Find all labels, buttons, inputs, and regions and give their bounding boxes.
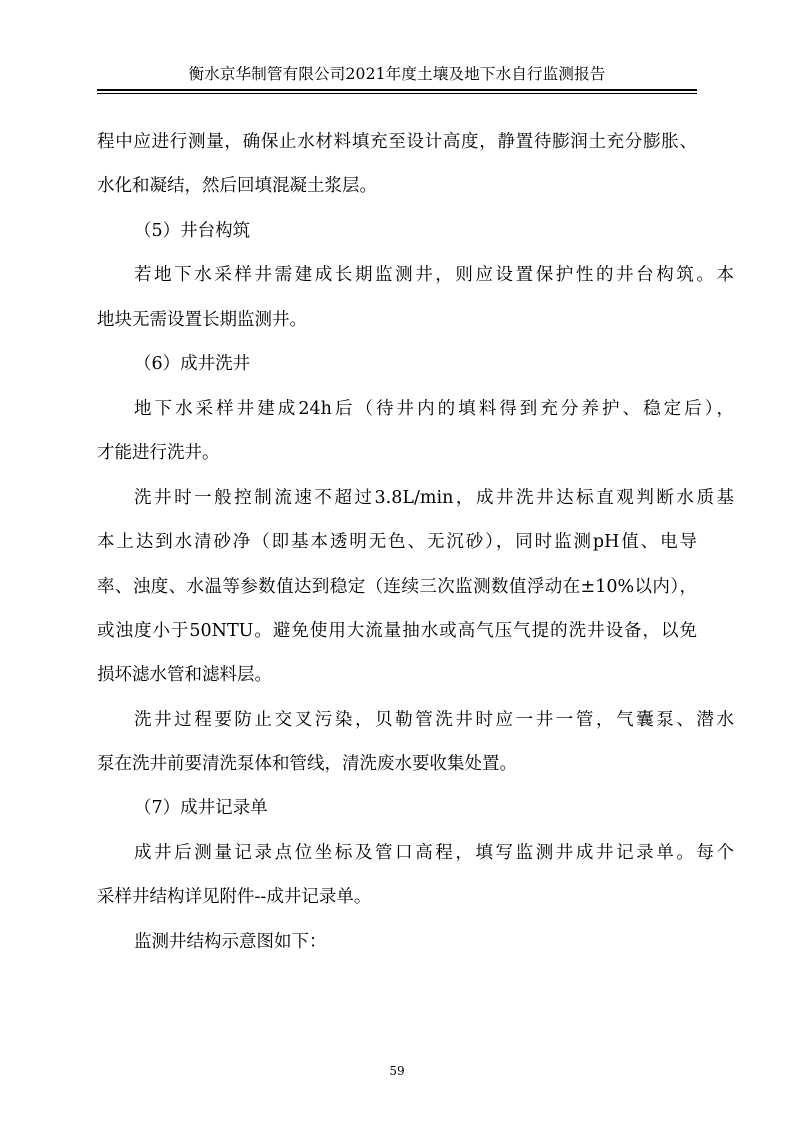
section-heading-5: （5）井台构筑 bbox=[134, 221, 251, 241]
body-text-line: 率、浊度、水温等参数值达到稳定（连续三次监测数值浮动在±10%以内）， bbox=[97, 577, 697, 597]
body-text-line: 若地下水采样井需建成长期监测井，则应设置保护性的井台构筑。本 bbox=[134, 265, 734, 285]
page-number: 59 bbox=[389, 1064, 405, 1078]
section-heading-6: （6）成井洗井 bbox=[134, 354, 251, 374]
body-text-line: 洗井时一般控制流速不超过3.8L/min，成井洗井达标直观判断水质基 bbox=[134, 488, 734, 508]
header-rule-thin bbox=[97, 93, 697, 94]
body-text-line: 损坏滤水管和滤料层。 bbox=[97, 665, 272, 685]
body-text-line: 本上达到水清砂净（即基本透明无色、无沉砂），同时监测pH值、电导 bbox=[97, 532, 697, 552]
header-rule-thick bbox=[97, 89, 697, 91]
body-text-line: 程中应进行测量，确保止水材料填充至设计高度，静置待膨润土充分膨胀、 bbox=[97, 132, 697, 152]
body-text-line: 地块无需设置长期监测井。 bbox=[97, 310, 307, 330]
body-text-line: 洗井过程要防止交叉污染，贝勒管洗井时应一井一管，气囊泵、潜水 bbox=[134, 710, 734, 730]
body-text-line: 泵在洗井前要清洗泵体和管线，清洗废水要收集处置。 bbox=[97, 754, 517, 774]
body-text-line: 或浊度小于50NTU。避免使用大流量抽水或高气压气提的洗井设备，以免 bbox=[97, 621, 697, 641]
page-header-title: 衡水京华制管有限公司2021年度土壤及地下水自行监测报告 bbox=[188, 65, 606, 83]
body-text-line: 才能进行洗井。 bbox=[97, 443, 220, 463]
body-text-line: 采样井结构详见附件--成井记录单。 bbox=[97, 887, 372, 907]
section-heading-7: （7）成井记录单 bbox=[134, 798, 268, 818]
body-text-line: 成井后测量记录点位坐标及管口高程，填写监测井成井记录单。每个 bbox=[134, 843, 734, 863]
body-text-line: 地下水采样井建成24h后（待井内的填料得到充分养护、稳定后）， bbox=[134, 399, 734, 419]
body-text-line: 监测井结构示意图如下： bbox=[134, 932, 327, 952]
body-text-line: 水化和凝结，然后回填混凝土浆层。 bbox=[97, 176, 377, 196]
